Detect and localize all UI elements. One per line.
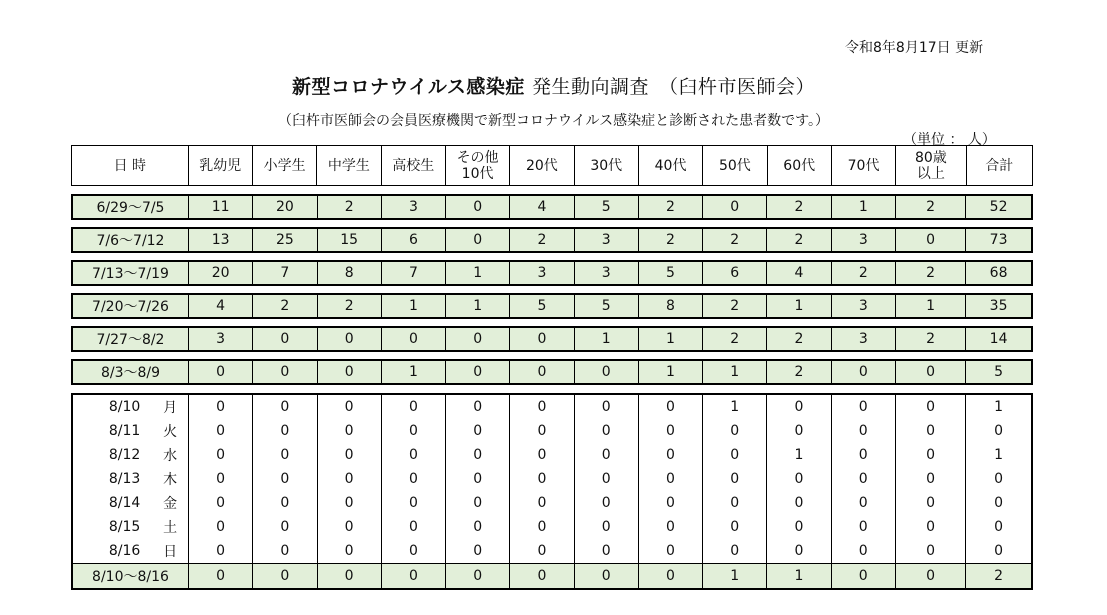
cell-70s: 3 xyxy=(831,294,895,318)
cell-junior-high: 0 xyxy=(317,360,381,384)
cell-elementary: 20 xyxy=(253,195,317,219)
cell-20s: 5 xyxy=(510,294,574,318)
week-total-row xyxy=(72,564,1032,590)
cell-infant: 0 xyxy=(188,539,252,564)
week-row xyxy=(72,228,1032,252)
cell-high-school: 6 xyxy=(381,228,445,252)
day-date: 8/15 xyxy=(72,515,152,539)
cell-80plus: 2 xyxy=(895,327,965,351)
cell-30s: 1 xyxy=(574,327,638,351)
cell-infant: 13 xyxy=(188,228,252,252)
cell-80plus: 2 xyxy=(895,195,965,219)
header-40s: 40代 xyxy=(638,146,702,186)
cell-70s: 2 xyxy=(831,261,895,285)
cell-junior-high: 0 xyxy=(317,564,381,590)
cell-70s: 0 xyxy=(831,491,895,515)
cell-junior-high: 2 xyxy=(317,294,381,318)
cell-50s: 0 xyxy=(703,195,767,219)
week-label: 7/6～7/12 xyxy=(72,228,188,252)
title-main: 新型コロナウイルス感染症 xyxy=(291,76,525,98)
cell-junior-high: 0 xyxy=(317,515,381,539)
cell-20s: 0 xyxy=(510,394,574,419)
cell-high-school: 3 xyxy=(381,195,445,219)
cell-elementary: 0 xyxy=(253,327,317,351)
cell-20s: 0 xyxy=(510,539,574,564)
header-junior-high: 中学生 xyxy=(317,146,381,186)
cell-50s: 1 xyxy=(703,394,767,419)
cell-80plus: 0 xyxy=(895,539,965,564)
cell-40s: 0 xyxy=(638,491,702,515)
title-sub: 発生動向調査 （臼杵市医師会） xyxy=(531,76,815,98)
cell-junior-high: 0 xyxy=(317,539,381,564)
day-date: 8/10 xyxy=(72,394,152,419)
day-weekday: 土 xyxy=(152,515,188,539)
cell-junior-high: 0 xyxy=(317,327,381,351)
cell-junior-high: 15 xyxy=(317,228,381,252)
header-high-school: 高校生 xyxy=(381,146,445,186)
cell-total: 14 xyxy=(966,327,1032,351)
cell-50s: 1 xyxy=(703,360,767,384)
cell-infant: 0 xyxy=(188,491,252,515)
cell-80plus: 0 xyxy=(895,419,965,443)
cell-total: 5 xyxy=(966,360,1032,384)
cell-total: 68 xyxy=(966,261,1032,285)
cell-60s: 0 xyxy=(767,491,831,515)
header-50s: 50代 xyxy=(703,146,767,186)
cell-50s: 2 xyxy=(703,327,767,351)
header-table xyxy=(71,145,1033,186)
cell-70s: 0 xyxy=(831,539,895,564)
cell-60s: 0 xyxy=(767,419,831,443)
week-label: 7/13～7/19 xyxy=(72,261,188,285)
day-weekday: 金 xyxy=(152,491,188,515)
cell-80plus: 0 xyxy=(895,564,965,590)
cell-20s: 0 xyxy=(510,360,574,384)
week-row xyxy=(72,360,1032,384)
cell-50s: 0 xyxy=(703,467,767,491)
cell-80plus: 0 xyxy=(895,360,965,384)
header-other-line1: その他 xyxy=(456,149,499,166)
cell-other-teens: 0 xyxy=(446,394,510,419)
day-date: 8/16 xyxy=(72,539,152,564)
cell-high-school: 0 xyxy=(381,539,445,564)
cell-30s: 3 xyxy=(574,261,638,285)
cell-total: 35 xyxy=(966,294,1032,318)
cell-30s: 0 xyxy=(574,539,638,564)
cell-70s: 3 xyxy=(831,327,895,351)
cell-80plus: 2 xyxy=(895,261,965,285)
week-row-table xyxy=(71,194,1033,220)
cell-70s: 3 xyxy=(831,228,895,252)
cell-40s: 0 xyxy=(638,443,702,467)
week-row xyxy=(72,261,1032,285)
update-date: 令和8年8月17日 更新 xyxy=(845,40,984,56)
cell-other-teens: 0 xyxy=(446,228,510,252)
cell-infant: 0 xyxy=(188,564,252,590)
cell-70s: 0 xyxy=(831,419,895,443)
cell-80plus: 0 xyxy=(895,515,965,539)
day-weekday: 月 xyxy=(152,394,188,419)
cell-other-teens: 0 xyxy=(446,515,510,539)
week-row-table xyxy=(71,260,1033,286)
cell-20s: 0 xyxy=(510,443,574,467)
cell-30s: 0 xyxy=(574,394,638,419)
week-total-label: 8/10～8/16 xyxy=(72,564,188,590)
day-row xyxy=(72,515,1032,539)
cell-40s: 0 xyxy=(638,564,702,590)
cell-50s: 0 xyxy=(703,539,767,564)
week-label: 8/3～8/9 xyxy=(72,360,188,384)
cell-total: 0 xyxy=(966,467,1032,491)
daily-table xyxy=(71,393,1033,590)
cell-60s: 2 xyxy=(767,228,831,252)
cell-other-teens: 1 xyxy=(446,294,510,318)
week-row-table xyxy=(71,227,1033,253)
cell-60s: 0 xyxy=(767,515,831,539)
cell-other-teens: 0 xyxy=(446,491,510,515)
week-row xyxy=(72,327,1032,351)
cell-30s: 0 xyxy=(574,491,638,515)
day-row xyxy=(72,467,1032,491)
cell-infant: 4 xyxy=(188,294,252,318)
day-row xyxy=(72,491,1032,515)
cell-high-school: 0 xyxy=(381,515,445,539)
header-total: 合計 xyxy=(966,146,1032,186)
day-date: 8/11 xyxy=(72,419,152,443)
cell-60s: 0 xyxy=(767,394,831,419)
cell-high-school: 0 xyxy=(381,491,445,515)
cell-50s: 0 xyxy=(703,515,767,539)
cell-20s: 0 xyxy=(510,467,574,491)
day-weekday: 水 xyxy=(152,443,188,467)
header-30s: 30代 xyxy=(574,146,638,186)
cell-total: 52 xyxy=(966,195,1032,219)
cell-elementary: 0 xyxy=(253,564,317,590)
cell-60s: 0 xyxy=(767,467,831,491)
cell-30s: 0 xyxy=(574,443,638,467)
cell-high-school: 0 xyxy=(381,443,445,467)
cell-high-school: 0 xyxy=(381,394,445,419)
cell-other-teens: 0 xyxy=(446,360,510,384)
cell-infant: 0 xyxy=(188,467,252,491)
cell-50s: 1 xyxy=(703,564,767,590)
cell-30s: 5 xyxy=(574,294,638,318)
cell-other-teens: 0 xyxy=(446,564,510,590)
cell-elementary: 0 xyxy=(253,539,317,564)
cell-30s: 5 xyxy=(574,195,638,219)
cell-elementary: 0 xyxy=(253,491,317,515)
cell-infant: 0 xyxy=(188,360,252,384)
week-row-table xyxy=(71,293,1033,319)
cell-40s: 0 xyxy=(638,419,702,443)
cell-infant: 0 xyxy=(188,443,252,467)
cell-30s: 0 xyxy=(574,515,638,539)
cell-70s: 0 xyxy=(831,394,895,419)
header-other-line2: 10代 xyxy=(461,165,494,182)
header-datetime: 日 時 xyxy=(72,146,189,186)
cell-20s: 0 xyxy=(510,327,574,351)
cell-junior-high: 0 xyxy=(317,394,381,419)
cell-70s: 0 xyxy=(831,467,895,491)
day-date: 8/14 xyxy=(72,491,152,515)
cell-high-school: 0 xyxy=(381,327,445,351)
cell-60s: 1 xyxy=(767,564,831,590)
cell-elementary: 2 xyxy=(253,294,317,318)
cell-infant: 3 xyxy=(188,327,252,351)
header-70s: 70代 xyxy=(831,146,895,186)
cell-80plus: 0 xyxy=(895,394,965,419)
cell-30s: 0 xyxy=(574,360,638,384)
day-row xyxy=(72,539,1032,564)
cell-70s: 1 xyxy=(831,195,895,219)
header-80-line2: 以上 xyxy=(916,165,945,182)
header-80-line1: 80歳 xyxy=(914,149,947,166)
cell-40s: 0 xyxy=(638,467,702,491)
cell-50s: 0 xyxy=(703,491,767,515)
cell-high-school: 0 xyxy=(381,419,445,443)
cell-60s: 2 xyxy=(767,360,831,384)
cell-60s: 1 xyxy=(767,294,831,318)
cell-high-school: 0 xyxy=(381,467,445,491)
cell-20s: 4 xyxy=(510,195,574,219)
cell-elementary: 0 xyxy=(253,467,317,491)
header-elementary: 小学生 xyxy=(252,146,316,186)
header-80plus xyxy=(896,146,966,186)
cell-elementary: 0 xyxy=(253,394,317,419)
cell-70s: 0 xyxy=(831,360,895,384)
day-weekday: 日 xyxy=(152,539,188,564)
cell-infant: 20 xyxy=(188,261,252,285)
cell-other-teens: 1 xyxy=(446,261,510,285)
cell-50s: 2 xyxy=(703,228,767,252)
cell-40s: 0 xyxy=(638,539,702,564)
cell-high-school: 1 xyxy=(381,360,445,384)
week-label: 7/27～8/2 xyxy=(72,327,188,351)
week-label: 7/20～7/26 xyxy=(72,294,188,318)
cell-high-school: 7 xyxy=(381,261,445,285)
cell-60s: 4 xyxy=(767,261,831,285)
cell-60s: 2 xyxy=(767,195,831,219)
cell-20s: 3 xyxy=(510,261,574,285)
cell-elementary: 0 xyxy=(253,443,317,467)
cell-infant: 0 xyxy=(188,419,252,443)
cell-50s: 6 xyxy=(703,261,767,285)
cell-infant: 0 xyxy=(188,394,252,419)
cell-elementary: 25 xyxy=(253,228,317,252)
cell-junior-high: 8 xyxy=(317,261,381,285)
cell-total: 0 xyxy=(966,491,1032,515)
cell-70s: 0 xyxy=(831,443,895,467)
cell-junior-high: 0 xyxy=(317,419,381,443)
cell-70s: 0 xyxy=(831,564,895,590)
day-row xyxy=(72,419,1032,443)
cell-20s: 0 xyxy=(510,564,574,590)
day-date: 8/12 xyxy=(72,443,152,467)
cell-80plus: 0 xyxy=(895,228,965,252)
cell-50s: 0 xyxy=(703,419,767,443)
cell-60s: 1 xyxy=(767,443,831,467)
cell-70s: 0 xyxy=(831,515,895,539)
cell-80plus: 0 xyxy=(895,443,965,467)
cell-elementary: 0 xyxy=(253,419,317,443)
cell-other-teens: 0 xyxy=(446,467,510,491)
cell-total: 1 xyxy=(966,443,1032,467)
week-row-table xyxy=(71,326,1033,352)
cell-junior-high: 2 xyxy=(317,195,381,219)
cell-30s: 0 xyxy=(574,467,638,491)
cell-junior-high: 0 xyxy=(317,467,381,491)
cell-30s: 0 xyxy=(574,419,638,443)
cell-40s: 2 xyxy=(638,228,702,252)
unit-label: （単位 ： 人） xyxy=(903,132,996,148)
cell-elementary: 0 xyxy=(253,360,317,384)
cell-40s: 0 xyxy=(638,515,702,539)
cell-other-teens: 0 xyxy=(446,419,510,443)
cell-40s: 5 xyxy=(638,261,702,285)
cell-high-school: 1 xyxy=(381,294,445,318)
cell-other-teens: 0 xyxy=(446,195,510,219)
cell-80plus: 0 xyxy=(895,491,965,515)
cell-60s: 0 xyxy=(767,539,831,564)
cell-junior-high: 0 xyxy=(317,491,381,515)
day-row xyxy=(72,394,1032,419)
cell-total: 73 xyxy=(966,228,1032,252)
cell-elementary: 7 xyxy=(253,261,317,285)
cell-40s: 2 xyxy=(638,195,702,219)
header-60s: 60代 xyxy=(767,146,831,186)
cell-40s: 1 xyxy=(638,360,702,384)
cell-40s: 0 xyxy=(638,394,702,419)
cell-total: 2 xyxy=(966,564,1032,590)
cell-40s: 8 xyxy=(638,294,702,318)
header-infant: 乳幼児 xyxy=(188,146,252,186)
cell-other-teens: 0 xyxy=(446,327,510,351)
cell-80plus: 0 xyxy=(895,467,965,491)
cell-20s: 2 xyxy=(510,228,574,252)
cell-total: 0 xyxy=(966,515,1032,539)
cell-60s: 2 xyxy=(767,327,831,351)
cell-high-school: 0 xyxy=(381,564,445,590)
day-weekday: 火 xyxy=(152,419,188,443)
week-row xyxy=(72,294,1032,318)
week-row-table xyxy=(71,359,1033,385)
cell-20s: 0 xyxy=(510,491,574,515)
cell-40s: 1 xyxy=(638,327,702,351)
day-row xyxy=(72,443,1032,467)
cell-junior-high: 0 xyxy=(317,443,381,467)
cell-infant: 0 xyxy=(188,515,252,539)
page-title xyxy=(0,72,1107,99)
cell-total: 0 xyxy=(966,419,1032,443)
cell-20s: 0 xyxy=(510,419,574,443)
header-20s: 20代 xyxy=(510,146,574,186)
week-row xyxy=(72,195,1032,219)
day-date: 8/13 xyxy=(72,467,152,491)
day-weekday: 木 xyxy=(152,467,188,491)
cell-total: 0 xyxy=(966,539,1032,564)
cell-total: 1 xyxy=(966,394,1032,419)
header-other-teens xyxy=(445,146,509,186)
week-label: 6/29～7/5 xyxy=(72,195,188,219)
cell-20s: 0 xyxy=(510,515,574,539)
cell-30s: 3 xyxy=(574,228,638,252)
cell-80plus: 1 xyxy=(895,294,965,318)
cell-30s: 0 xyxy=(574,564,638,590)
cell-other-teens: 0 xyxy=(446,443,510,467)
cell-50s: 2 xyxy=(703,294,767,318)
cell-infant: 11 xyxy=(188,195,252,219)
cell-other-teens: 0 xyxy=(446,539,510,564)
description-note: （臼杵市医師会の会員医療機関で新型コロナウイルス感染症と診断された患者数です。） xyxy=(277,113,830,129)
cell-50s: 0 xyxy=(703,443,767,467)
cell-elementary: 0 xyxy=(253,515,317,539)
